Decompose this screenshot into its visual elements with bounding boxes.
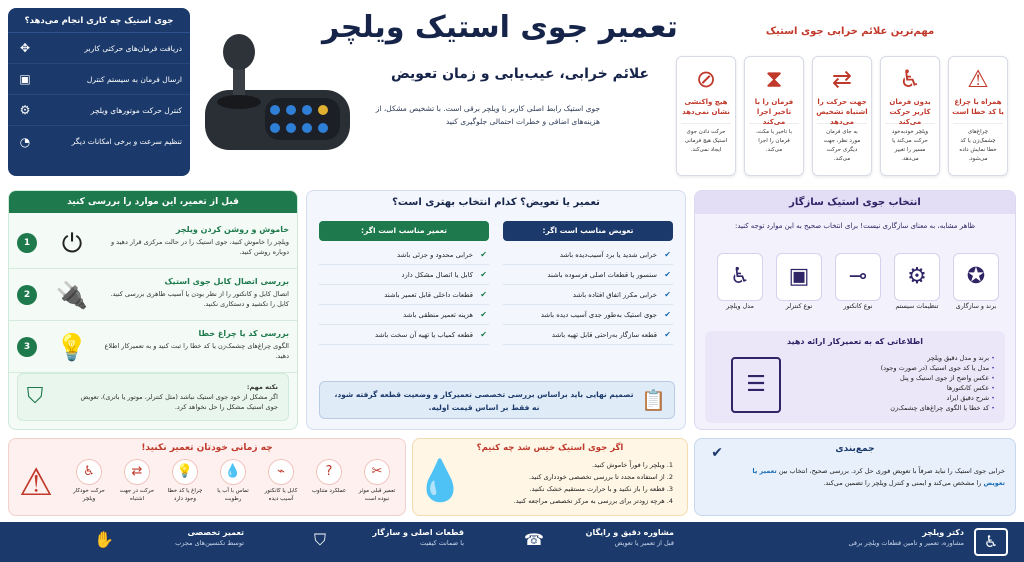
footer-brand: دکتر ویلچر مشاوره، تعمیر و تامین قطعات ویلچر برقی (848, 528, 964, 547)
no-icon: ⊘ (695, 65, 717, 93)
symptom-card: ⇄ جهت حرکت را اشتباه تشخیص می‌دهد به جای فرمان مورد نظر، جهت دیگری حرکت می‌کند. (812, 56, 872, 176)
symptom-card: ⧗ فرمان را با تاخیر اجرا می‌کند با تاخیر یا مکث، فرمان را اجرا می‌کند. (744, 56, 804, 176)
phone-icon: ☎ (524, 530, 544, 549)
function-item: دریافت فرمان‌های حرکتی کاربر ✥ (8, 33, 190, 64)
gear-icon: ⚙ (19, 103, 31, 117)
plug-icon: 🔌 (55, 281, 89, 311)
before-repair-title: قبل از تعمیر، این موارد را بررسی کنید (9, 191, 297, 213)
check-item: 3 💡 بررسی کد یا چراغ خطا الگوی چراغ‌های چشمک‌زن یا کد خطا را ثبت کنید و به تعمیرکار اطلاع دهید. (9, 323, 298, 373)
symptoms-title: مهم‌ترین علائم خرابی جوی استیک (765, 26, 935, 37)
joystick-illustration (195, 30, 355, 160)
wheelchair-icon: ♿ (717, 253, 763, 301)
wheelchair-icon: ♿ (899, 65, 921, 93)
dont-item: ⇄ حرکت در جهت اشتباه (115, 459, 159, 503)
page-title: تعمیر جوی استیک ویلچر (322, 10, 678, 45)
question-icon: ? (316, 459, 342, 485)
arrows-icon: ⇄ (124, 459, 150, 485)
repair-or-replace-panel (306, 190, 686, 430)
footer-item: تعمیر تخصصی توسط تکنسین‌های مجرب ✋ (94, 528, 244, 549)
dont-item: ♿ حرکت خودکار ویلچر (67, 459, 111, 503)
summary-title: جمع‌بندی (835, 444, 875, 454)
badge-icon: ✪ (953, 253, 999, 301)
arrows-icon: ⇄ (831, 65, 853, 93)
warning-icon: ⚠ (18, 460, 54, 504)
list-item: • مدل یا کد جوی استیک (در صورت وجود) (795, 363, 995, 373)
dont-item: ? عملکرد متناوب (307, 459, 351, 495)
before-repair-panel (8, 190, 298, 430)
connector-icon: ⊸ (835, 253, 881, 301)
footer-item: قطعات اصلی و سازگار با ضمانت کیفیت ⛉ (314, 528, 464, 549)
check-item: 1 ⏻ خاموش و روشن کردن ویلچر ویلچر را خاموش کنید، جوی استیک را در حالت مرکزی قرار دهید و دوباره روشن کنید. (9, 219, 298, 269)
handshake-icon: ✋ (94, 530, 114, 549)
list-item: ✔ کابل یا اتصال مشکل دارد (319, 265, 489, 285)
footer (0, 522, 1024, 562)
function-item: کنترل حرکت موتورهای ویلچر ⚙ (8, 95, 190, 126)
dont-item: 💧 تماس با آب یا رطوبت (211, 459, 255, 503)
wet-joystick-title: اگر جوی استیک خیس شد چه کنیم؟ (476, 443, 624, 453)
intro-text: جوی استیک رابط اصلی کاربر با ویلچر برقی است. با تشخیص مشکل، از هزینه‌های اضافی و خطرات احتمالی جلوگیری کنید (375, 104, 600, 126)
shield-icon: ⛉ (314, 530, 327, 549)
logo-icon: ♿ (974, 528, 1008, 556)
compatible-intro: ظاهر مشابه، به معنای سازگاری نیست! برای انتخاب صحیح به این موارد توجه کنید: (734, 222, 976, 230)
symptom-card: ⊘ هیچ واکنشی نشان نمی‌دهد حرکت دادن جوی استیک هیچ فرمانی ایجاد نمی‌کند. (676, 56, 736, 176)
note-text: اگر مشکل از خود جوی استیک نباشد (مثل کنترلر، موتور یا باتری)، تعویض جوی استیک مشکل را حل نخواهد کرد. (80, 393, 278, 411)
decision-note: 📋 تصمیم نهایی باید براساس بررسی تخصصی تعمیرکار و وضعیت قطعه گرفته شود، نه فقط بر اساس قیمت اولیه. (319, 381, 675, 419)
bulb-icon: 💡 (55, 333, 89, 363)
list-item: • شرح دقیق ایراد (795, 393, 995, 403)
function-item: ارسال فرمان به سیستم کنترل ▣ (8, 64, 190, 95)
symptom-card: ⚠ همراه با چراغ یا کد خطا است چراغ‌های چشمک‌زن یا کد خطا نمایش داده می‌شود. (948, 56, 1008, 176)
replace-column: تعویض مناسب است اگر: ✔ خرابی شدید یا برد آسیب‌دیده باشد ✔ سنسور یا قطعات اصلی فرسوده باشند ✔ خرابی مکرر اتفاق افتاده باشد ✔ جوی استیک به‌طور جدی آسیب دیده باشد ✔ قطعه سازگار به‌راحتی قابل تهیه باشد (503, 221, 673, 345)
checklist-icon: ☰ (731, 357, 781, 413)
list-item: • عکس کانکتورها (795, 383, 995, 393)
list-item: 1. ویلچر را فوراً خاموش کنید. (591, 461, 673, 469)
summary-panel: جمع‌بندی ✔ خرابی جوی استیک را نباید صرفاً با تعویض فوری حل کرد. بررسی صحیح، انتخاب بین تعمیر یا تعویض را مشخص می‌کند و ایمنی و کنترل ویلچر را تضمین می‌کند. (694, 438, 1016, 516)
important-note (17, 373, 289, 421)
speedometer-icon: ◔ (19, 134, 31, 149)
controller-chip-icon: ▣ (776, 253, 822, 301)
tools-icon: ✂ (364, 459, 390, 485)
list-item: ✔ خرابی مکرر اتفاق افتاده باشد (503, 285, 673, 305)
bulb-icon: 💡 (172, 459, 198, 485)
water-drop-icon: 💧 (415, 458, 465, 504)
cable-icon: ⌁ (268, 459, 294, 485)
clipboard-icon: 📋 (641, 388, 666, 412)
dont-item: ⌁ کابل یا کانکتور آسیب دیده (259, 459, 303, 503)
page-subtitle: علائم خرابی، عیب‌یابی و زمان تعویض (390, 66, 650, 82)
list-item: ✔ هزینه تعمیر منطقی باشد (319, 305, 489, 325)
joystick-functions-title: جوی استیک چه کاری انجام می‌دهد؟ (8, 8, 190, 33)
shield-check-icon: ⛉ (26, 384, 44, 409)
dont-repair-title: چه زمانی خودتان تعمیر نکنید! (141, 443, 273, 453)
list-item: • برند و مدل دقیق ویلچر (795, 353, 995, 363)
compatible-joystick-panel: انتخاب جوی استیک سازگار ظاهر مشابه، به معنای سازگاری نیست! برای انتخاب صحیح به این موارد توجه کنید: ✪ برند و سازگاری ⚙ تنظیمات سیستم ⊸ نوع کانکتور ▣ نوع کنترلر ♿ مدل ویلچر اطلاعاتی که به تعمیرکار ارائه دهید • برند و مدل دقیق ویلچر • مدل یا کد جوی استیک (در صورت وجود) • عکس واضح از جوی استیک و پنل • عکس کانکتورها • شرح دقیق ایراد • کد خطا یا الگوی چراغ‌های چشمک‌زن ☰ (694, 190, 1016, 430)
list-item: • عکس واضح از جوی استیک و پنل (795, 373, 995, 383)
dont-repair-panel (8, 438, 406, 516)
dont-item: ✂ تعمیر قبلی موثر نبوده است (355, 459, 399, 503)
list-item: ✔ قطعات داخلی قابل تعمیر باشند (319, 285, 489, 305)
list-item: ✔ خرابی شدید یا برد آسیب‌دیده باشد (503, 245, 673, 265)
water-drop-icon: 💧 (220, 459, 246, 485)
gear-icon: ⚙ (894, 253, 940, 301)
wheelchair-icon: ♿ (76, 459, 102, 485)
list-item: 3. قطعه را باز نکنید و با حرارت مستقیم خشک نکنید. (529, 485, 673, 493)
warning-icon: ⚠ (967, 65, 989, 93)
hourglass-icon: ⧗ (765, 65, 783, 93)
move-arrows-icon: ✥ (19, 41, 31, 55)
list-item: ✔ جوی استیک به‌طور جدی آسیب دیده باشد (503, 305, 673, 325)
list-item: 2. از استفاده مجدد تا بررسی تخصصی خودداری کنید. (528, 473, 673, 481)
function-item: تنظیم سرعت و برخی امکانات دیگر ◔ (8, 126, 190, 157)
power-icon: ⏻ (61, 229, 83, 259)
repair-column: تعمیر مناسب است اگر: ✔ خرابی محدود و جزئی باشد ✔ کابل یا اتصال مشکل دارد ✔ قطعات داخلی قابل تعمیر باشند ✔ هزینه تعمیر منطقی باشد ✔ قطعه کمیاب یا تهیه آن سخت باشد (319, 221, 489, 345)
technician-info-box: اطلاعاتی که به تعمیرکار ارائه دهید • برند و مدل دقیق ویلچر • مدل یا کد جوی استیک (در صورت وجود) • عکس واضح از جوی استیک و پنل • عکس کانکتورها • شرح دقیق ایراد • کد خطا یا الگوی چراغ‌های چشمک‌زن ☰ (705, 331, 1005, 423)
list-item: ✔ خرابی محدود و جزئی باشد (319, 245, 489, 265)
joystick-functions-box (8, 8, 190, 176)
list-item: 4. هرچه زودتر برای بررسی به مرکز تخصصی مراجعه کنید. (513, 497, 673, 505)
note-label: نکته مهم: (246, 383, 278, 391)
list-item: ✔ قطعه سازگار به‌راحتی قابل تهیه باشد (503, 325, 673, 345)
repair-or-replace-title: تعمیر یا تعویض؟ کدام انتخاب بهتری است؟ (392, 197, 600, 208)
wet-joystick-panel (412, 438, 688, 516)
check-item: 2 🔌 بررسی اتصال کابل جوی استیک اتصال کابل و کانکتور را از نظر بودن یا آسیب ظاهری بررسی کنید. کابل را تکشید و دستکاری نکنید. (9, 271, 298, 321)
list-item: ✔ قطعه کمیاب یا تهیه آن سخت باشد (319, 325, 489, 345)
footer-item: مشاوره دقیق و رایگان قبل از تعمیر یا تعویض ☎ (524, 528, 674, 549)
check-circle-icon: ✔ (711, 445, 723, 461)
chip-icon: ▣ (19, 72, 31, 86)
list-item: • کد خطا یا الگوی چراغ‌های چشمک‌زن (795, 403, 995, 413)
compatible-title: انتخاب جوی استیک سازگار (695, 191, 1015, 214)
dont-item: 💡 چراغ یا کد خطا وجود دارد (163, 459, 207, 503)
list-item: ✔ سنسور یا قطعات اصلی فرسوده باشند (503, 265, 673, 285)
symptom-card: ♿ بدون فرمان کاربر حرکت می‌کند ویلچر خودبه‌خود حرکت می‌کند یا مسیر را تغییر می‌دهد. (880, 56, 940, 176)
